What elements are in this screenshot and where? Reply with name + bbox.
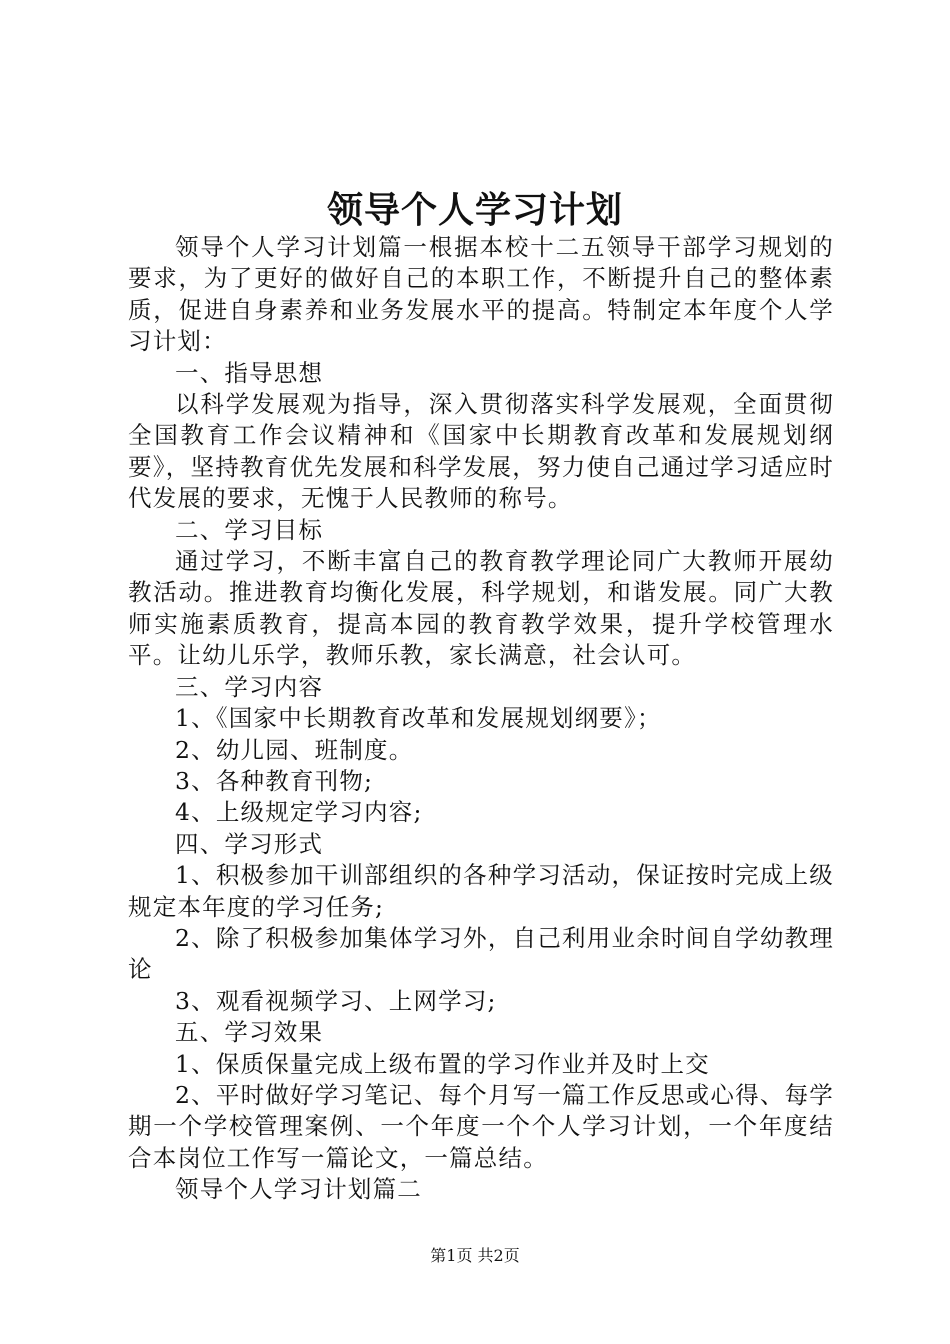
document-body [128,232,834,1206]
paragraph-learning-goals: 通过学习，不断丰富自己的教育教学理论同广大教师开展幼教活动。推进教育均衡化发展，科学规划，和谐发展。同广大教师实施素质教育，提高本园的教育教学效果，提升学校管理水平。让幼儿乐学，教师乐教，家长满意，社会认可。 [128,547,834,670]
paragraph-intro: 领导个人学习计划篇一根据本校十二五领导干部学习规划的要求，为了更好的做好自己的本职工作，不断提升自己的整体素质，促进自身素养和业务发展水平的提高。特制定本年度个人学习计划： [128,233,834,356]
section-heading-learning-content: 三、学习内容 [175,672,324,701]
page-number-footer: 第1页 共2页 [430,1246,520,1265]
list-item-result-2: 2、平时做好学习笔记、每个月写一篇工作反思或心得、每学期一个学校管理案例、一个年度一个个人学习计划，一个年度结合本岗位工作写一篇论文，一篇总结。 [128,1080,834,1172]
list-item-content-2: 2、幼儿园、班制度。 [175,735,414,764]
list-item-content-3: 3、各种教育刊物; [175,766,374,795]
paragraph-guiding-ideology: 以科学发展观为指导，深入贯彻落实科学发展观，全面贯彻全国教育工作会议精神和《国家中长期教育改革和发展规划纲要》，坚持教育优先发展和科学发展，努力使自己通过学习适应时代发展的要求，无愧于人民教师的称号。 [128,390,834,513]
section-heading-learning-results: 五、学习效果 [175,1018,324,1047]
list-item-form-1: 1、积极参加干训部组织的各种学习活动，保证按时完成上级规定本年度的学习任务; [128,861,834,921]
list-item-form-3: 3、观看视频学习、上网学习; [175,986,497,1015]
section-heading-learning-forms: 四、学习形式 [175,829,324,858]
section-heading-learning-goals: 二、学习目标 [175,515,324,544]
list-item-form-2: 2、除了积极参加集体学习外，自己利用业余时间自学幼教理论 [128,923,834,984]
list-item-content-4: 4、上级规定学习内容; [175,798,423,827]
document-title: 领导个人学习计划 [326,189,623,231]
list-item-result-1: 1、保质保量完成上级布置的学习作业并及时上交 [175,1049,710,1078]
section-heading-guiding-ideology: 一、指导思想 [175,358,324,387]
paragraph-part-two-heading: 领导个人学习计划篇二 [175,1175,422,1204]
list-item-content-1: 1、《国家中长期教育改革和发展规划纲要》； [175,704,662,733]
